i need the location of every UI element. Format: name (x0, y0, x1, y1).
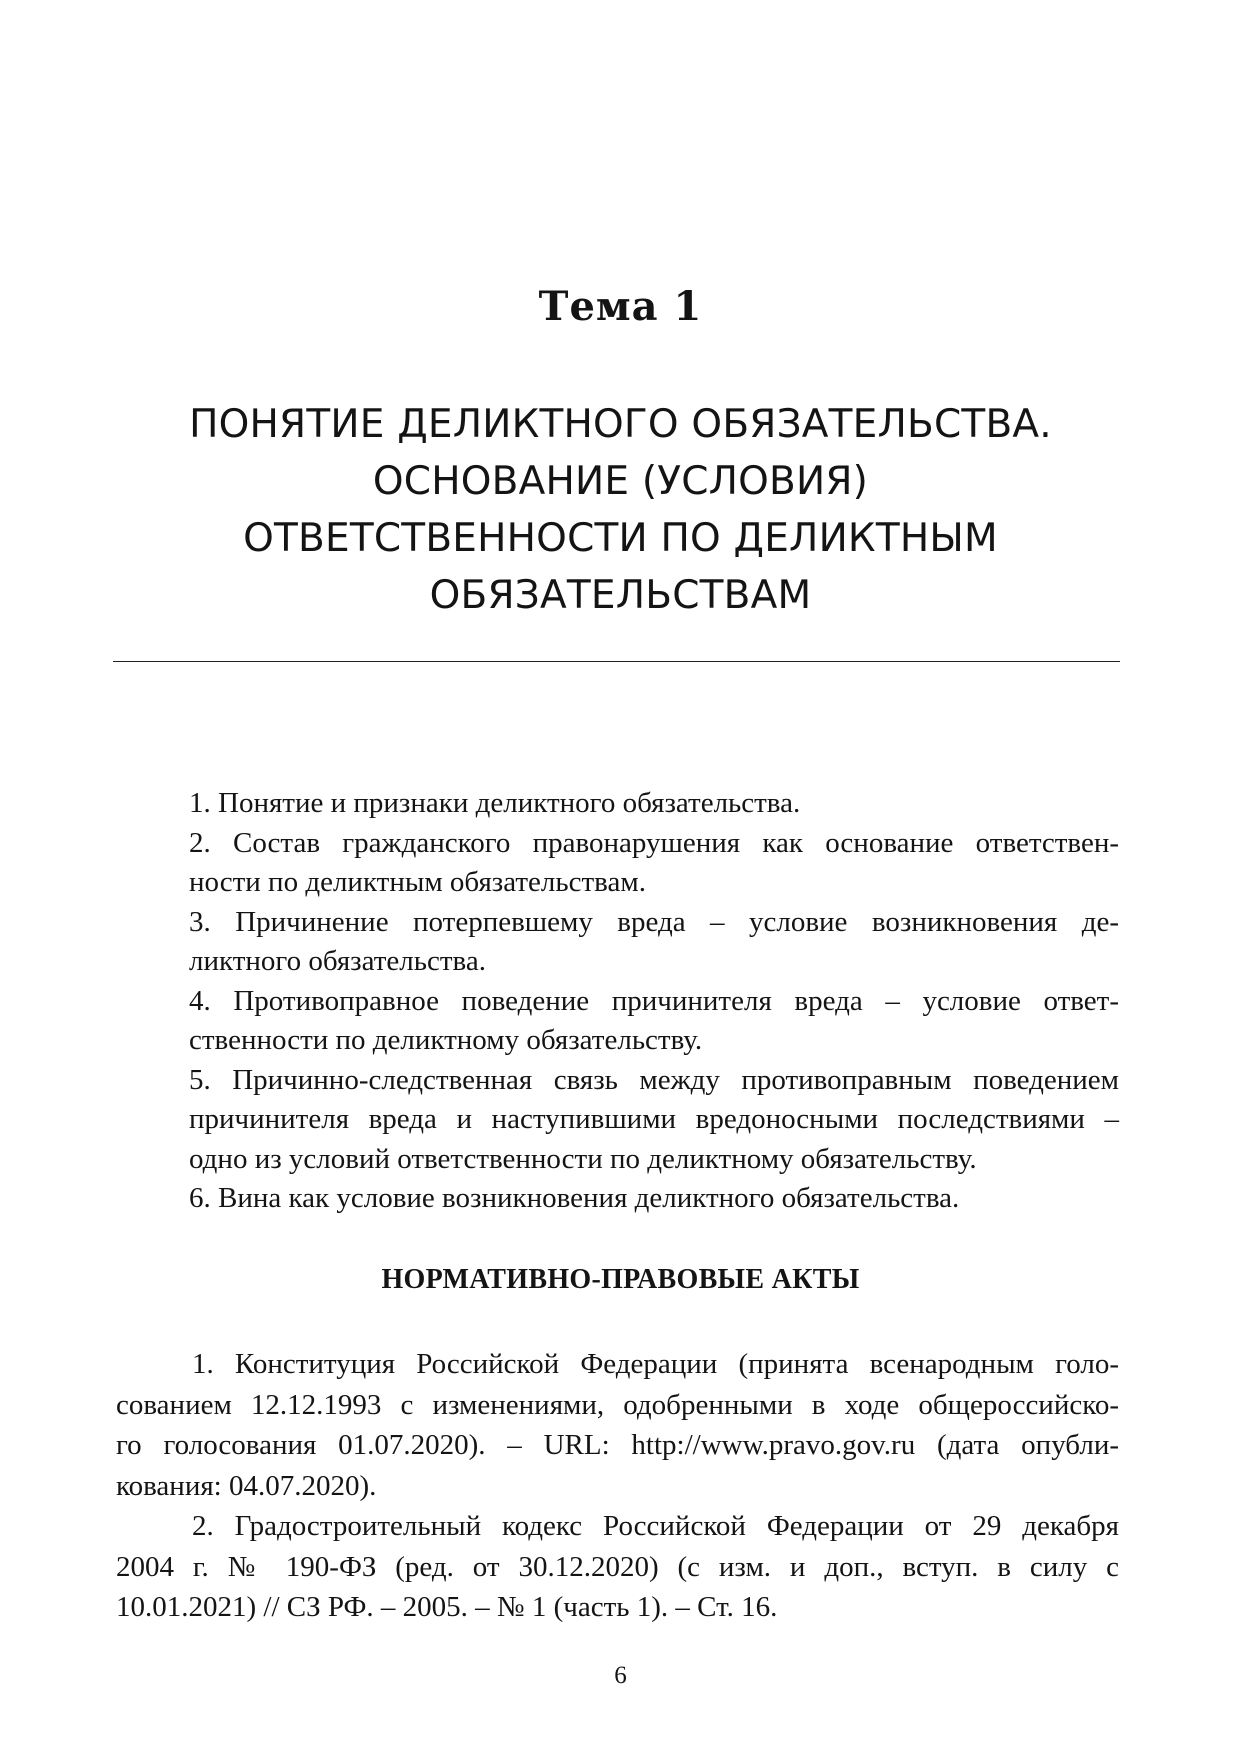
question-line: 5. Причинно-следственная связь между противоправным поведением (189, 1063, 1119, 1096)
questions-list (189, 784, 1119, 1219)
topic-label: Тема 1 (538, 283, 703, 330)
act-line: 10.01.2021) // СЗ РФ. – 2005. – № 1 (часть 1). – Ст. 16. (116, 1591, 778, 1623)
topic-title-line: ОБЯЗАТЕЛЬСТВАМ (429, 573, 812, 618)
act-item-2 (116, 1506, 1119, 1628)
question-item-6 (189, 1179, 1119, 1219)
topic-title-line: ОТВЕТСТВЕННОСТИ ПО ДЕЛИКТНЫМ (243, 516, 998, 561)
act-line: го голосования 01.07.2020). – URL: http://www.pravo.gov.ru (дата опубли- (116, 1429, 1119, 1461)
acts-heading: НОРМАТИВНО-ПРАВОВЫЕ АКТЫ (381, 1264, 860, 1295)
question-item-5 (189, 1061, 1119, 1180)
question-line: 1. Понятие и признаки деликтного обязательства. (189, 787, 801, 819)
question-line: 4. Противоправное поведение причинителя вреда – условие ответ- (189, 984, 1119, 1017)
topic-title-line: ПОНЯТИЕ ДЕЛИКТНОГО ОБЯЗАТЕЛЬСТВА. (189, 402, 1052, 447)
question-item-4 (189, 982, 1119, 1061)
act-line: 2. Градостроительный кодекс Российской Федерации от 29 декабря (192, 1510, 1119, 1542)
page-number: 6 (614, 1662, 627, 1689)
act-line: 2004 г. № 190-ФЗ (ред. от 30.12.2020) (с изм. и доп., вступ. в силу с (116, 1550, 1119, 1583)
question-line: 6. Вина как условие возникновения деликтного обязательства. (189, 1182, 960, 1214)
question-line: ности по деликтным обязательствам. (189, 866, 646, 898)
act-line: 1. Конституция Российской Федерации (принята всенародным голо- (192, 1348, 1119, 1380)
question-line: 3. Причинение потерпевшему вреда – условие возникновения де- (189, 905, 1119, 938)
act-line: кования: 04.07.2020). (116, 1469, 377, 1502)
topic-title (100, 396, 1141, 624)
acts-list (116, 1344, 1119, 1628)
question-item-3 (189, 903, 1119, 982)
act-line: сованием 12.12.1993 с изменениями, одобренными в ходе общероссийско- (116, 1388, 1119, 1421)
title-divider (113, 661, 1120, 662)
act-item-1 (116, 1344, 1119, 1506)
question-item-2 (189, 824, 1119, 903)
question-line: одно из условий ответственности по деликтному обязательству. (189, 1142, 977, 1175)
question-item-1 (189, 784, 1119, 824)
topic-title-line: ОСНОВАНИЕ (УСЛОВИЯ) (372, 459, 869, 504)
question-line: 2. Состав гражданского правонарушения как основание ответствен- (189, 826, 1119, 859)
question-line: причинителя вреда и наступившими вредоносными последствиями – (189, 1103, 1119, 1135)
question-line: ственности по деликтному обязательству. (189, 1024, 703, 1056)
question-line: ликтного обязательства. (189, 945, 486, 977)
